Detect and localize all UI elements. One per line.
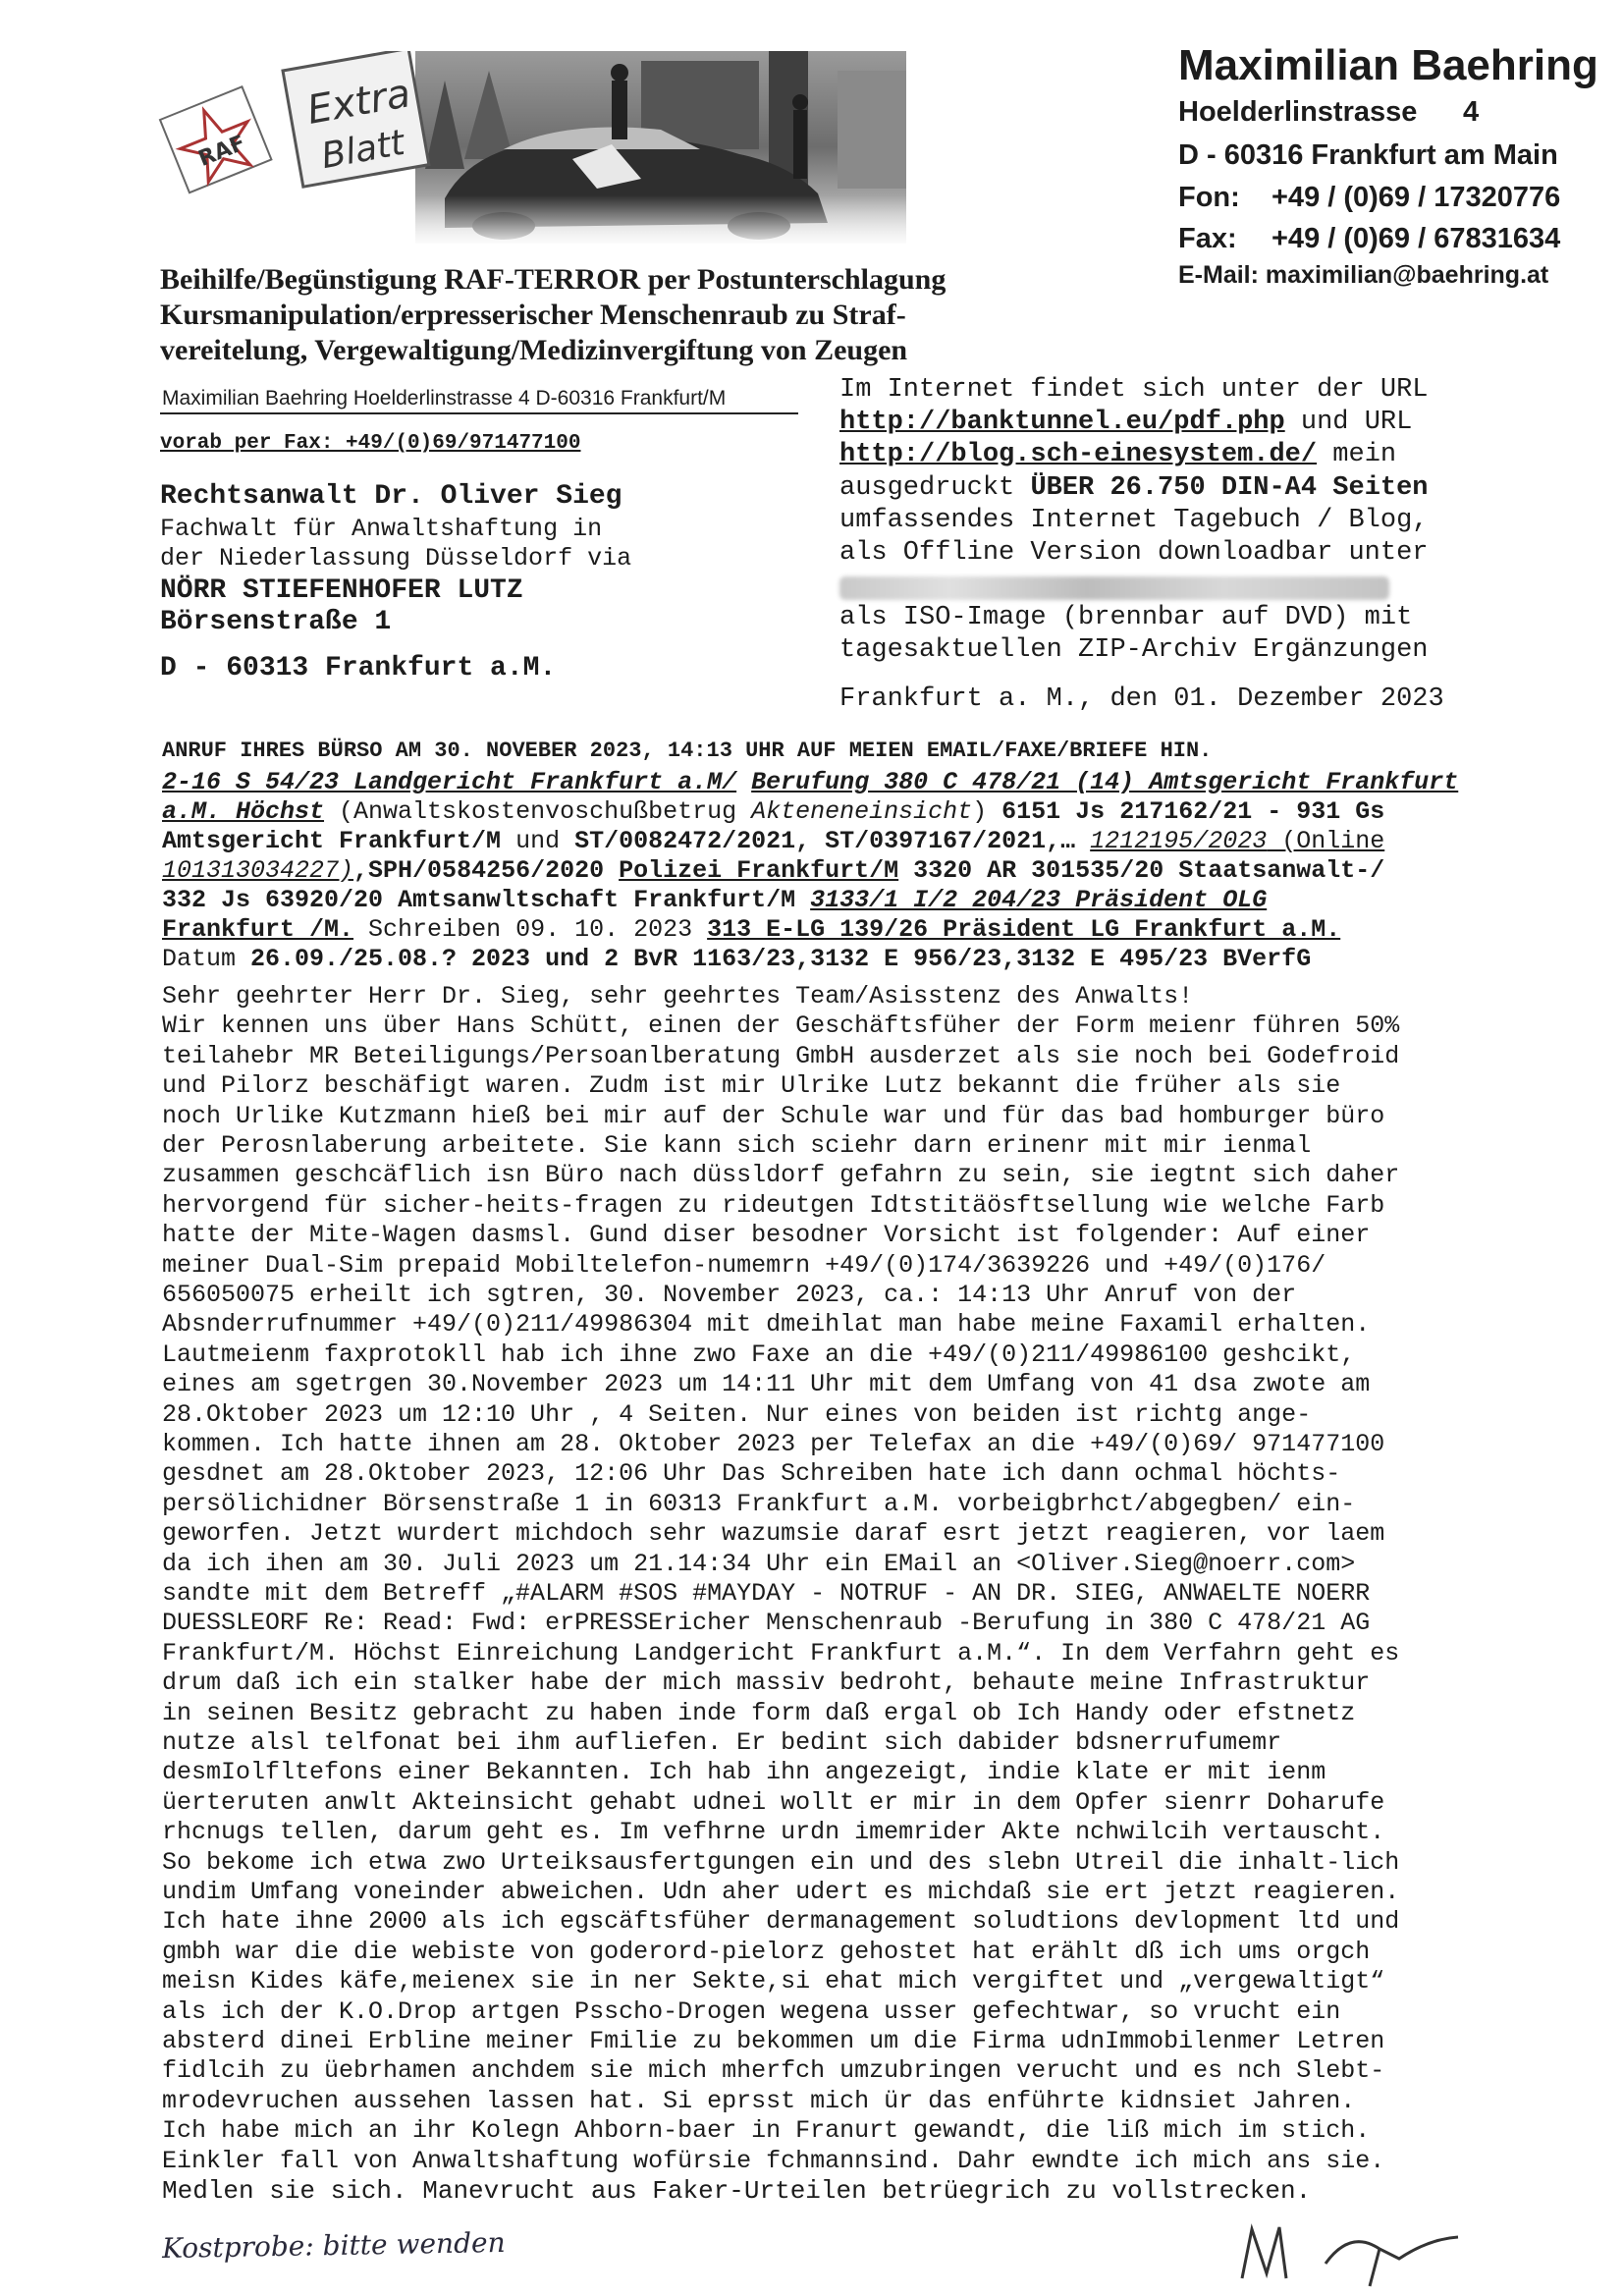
body-line: So bekome ich etwa zwo Urteiksausfertgungen ein und des slebn Utreil die inhalt-lich: [162, 1847, 1400, 1877]
ref-berufung: Berufung 380 C 478/21 (14) Amtsgericht Frankfurt: [751, 768, 1459, 796]
body-line: Absnderrufnummer +49/(0)211/49986304 mit dmeihlat man habe meine Faxamil erhalten.: [162, 1310, 1371, 1339]
body-line: DUESSLEORF Re: Read: Fwd: erPRESSEricher Menschenraub -Berufung in 380 C 478/21 AG: [162, 1609, 1371, 1638]
ref-line-4: [162, 827, 1384, 855]
return-address-rule: [160, 412, 798, 414]
internet-line-3-suffix: mein: [1317, 440, 1397, 469]
internet-line-4-prefix: ausgedruckt: [839, 473, 1031, 503]
ref-line-7: [162, 915, 1340, 944]
internet-line-1: Im Internet findet sich unter der URL: [839, 375, 1429, 405]
news-photo: [150, 51, 906, 244]
ref-akteneinsicht: Akteneneinsicht: [751, 797, 973, 826]
ref-line-5: [162, 856, 1384, 885]
ref-js: 6151 Js 217162/21 - 931 Gs: [1001, 797, 1385, 826]
fax-number: +49 / (0)69 / 67831634: [1271, 223, 1561, 254]
body-line: nutze alsl telfonat bei ihm aufliefen. Er bedint sich dabider bdsnerrufumemr: [162, 1728, 1282, 1757]
fon-label: Fon:: [1178, 182, 1240, 213]
body-line: Ich habe mich an ihr Kolegn Ahborn-baer in Franurt gewandt, die liß mich im stich.: [162, 2116, 1371, 2146]
internet-line-2-suffix: und URL: [1284, 408, 1413, 437]
body-line: teilahebr MR Beteiligungs/Persoanlberatung GmbH ausderzet als sie noch bei Godefroid: [162, 1041, 1400, 1070]
signature: [1232, 2210, 1468, 2288]
body-line: als ich der K.O.Drop artgen Psscho-Drogen wegena usser gefechtwar, so vrucht ein: [162, 1996, 1341, 2026]
redacted-url: [839, 576, 1389, 600]
recipient-firm: NÖRR STIEFENHOFER LUTZ: [160, 575, 523, 606]
ref-line-4-und: und: [501, 827, 575, 855]
ref-line-1: ANRUF IHRES BÜRSO AM 30. NOVEBER 2023, 14:13 UHR AUF MEIEN EMAIL/FAXE/BRIEFE HIN.: [162, 738, 1213, 763]
recipient-line-3: der Niederlassung Düsseldorf via: [160, 544, 632, 573]
internet-line-4: [839, 473, 1429, 503]
body-line: absterd dinei Erbline meiner Fmilie zu bekommen um die Firma udnImmobilenmer Letren: [162, 2027, 1385, 2055]
internet-line-2: [839, 408, 1412, 437]
sender-street-line: [1178, 96, 1480, 129]
ref-1212195: 1212195/2023: [1090, 827, 1268, 855]
ref-line-2: [162, 768, 1458, 796]
body-line: persölichidner Börsenstraße 1 in 60313 Frankfurt a.M. vorbeigbrhct/abgegben/ ein-: [162, 1489, 1356, 1518]
ref-ar: 3320 AR 301535/20 Staatsanwalt-/: [898, 856, 1385, 885]
ref-line-6: [162, 886, 1267, 914]
url-banktunnel[interactable]: http://banktunnel.eu/pdf.php: [839, 408, 1285, 437]
body-line: gmbh war die die webiste von goderord-pielorz gehostet hat erählt dß ich ums orgch: [162, 1937, 1371, 1966]
body-line: geworfen. Jetzt wurdert michdoch sehr wazumsie daraf esrt jetzt reagieren, vor laem: [162, 1519, 1385, 1549]
body-line: 28.Oktober 2023 um 12:10 Uhr , 4 Seiten. Nur eines von beiden ist richtg ange-: [162, 1399, 1312, 1429]
recipient-city: D - 60313 Frankfurt a.M.: [160, 653, 557, 683]
ref-line-2-gap: [736, 768, 751, 796]
body-line: hatte der Mite-Wagen dasmsl. Gund diser besodner Vorsicht ist folgender: Auf einer: [162, 1221, 1371, 1250]
ref-line-3-text: (Anwaltskostenvoschußbetrug: [324, 797, 752, 826]
internet-line-7: als ISO-Image (brennbar auf DVD) mit: [839, 603, 1413, 632]
body-line: drum daß ich ein stalker habe der mich massiv bedroht, behaute meine Infrastruktur: [162, 1668, 1371, 1698]
sender-fon-line: [1178, 182, 1561, 214]
ref-line-3-close: ): [972, 797, 1002, 826]
body-line: meisn Kides käfe,meienex sie in ner Sekte,si ehat mich vergiftet und „vergewaltigt“: [162, 1967, 1385, 1996]
ref-datum-value: 26.09./25.08.? 2023 und 2 BvR 1163/23,3132 E 956/23,3132 E 495/23 BVerfG: [250, 945, 1312, 973]
ref-line-8: [162, 945, 1311, 973]
body-line: Medlen sie sich. Manevrucht aus Faker-Urteilen betrüegrich zu vollstrecken.: [162, 2176, 1312, 2206]
internet-line-8: tagesaktuellen ZIP-Archiv Ergänzungen: [839, 635, 1429, 665]
internet-line-6: als Offline Version downloadbar unter: [839, 538, 1429, 568]
sender-name: Maximilian Baehring: [1178, 41, 1598, 89]
ref-online-number: 101313034227): [162, 856, 354, 885]
body-line: Einkler fall von Anwaltshaftung wofürsie fchmannsind. Dahr ewndte ich mich ans sie.: [162, 2146, 1385, 2175]
ref-praesident-lg: 313 E-LG 139/26 Präsident LG Frankfurt a.M.: [707, 915, 1341, 944]
body-line: eines am sgetrgen 30.November 2023 um 14:11 Uhr mit dem Umfang von 41 dsa zwote am: [162, 1370, 1371, 1399]
body-line: rhcnugs tellen, darum geht es. Im vefhrne urdn imemrider Akte nchwilcih vertauscht.: [162, 1818, 1385, 1847]
ref-line-5-gap: [604, 856, 619, 885]
title-line-3: vereitelung, Vergewaltigung/Medizinvergiftung von Zeugen: [160, 334, 908, 366]
url-blog[interactable]: http://blog.sch-einesystem.de/: [839, 440, 1318, 469]
body-line: fidlcih zu üebrhamen anchdem sie mich mherfch umzubringen verucht und es nch Slebt-: [162, 2056, 1385, 2086]
sender-street: Hoelderlinstrasse: [1178, 96, 1418, 128]
ref-datum-label: Datum: [162, 945, 251, 973]
body-line: und Pilorz beschäfigt waren. Zudm ist mir Ulrike Lutz bekannt die früher als sie: [162, 1071, 1341, 1101]
fon-number: +49 / (0)69 / 17320776: [1271, 182, 1561, 213]
internet-line-3: [839, 440, 1396, 469]
body-line: Ich hate ihne 2000 als ich egscäftsfüher dermanagement soludtions devlopment ltd und: [162, 1907, 1400, 1937]
title-line-1: Beihilfe/Begünstigung RAF-TERROR per Postunterschlagung: [160, 263, 947, 296]
body-line: mrodevruchen aussehen lassen hat. Si eprsst mich ür das enführte kidnsiet Jahren.: [162, 2086, 1356, 2115]
return-address: Maximilian Baehring Hoelderlinstrasse 4 D-60316 Frankfurt/M: [162, 387, 727, 410]
ref-amtsgericht: Amtsgericht Frankfurt/M: [162, 827, 502, 855]
fax-label: Fax:: [1178, 223, 1237, 254]
body-line: zusammen geschcäflich isn Büro nach düssldorf gefahrn zu sein, sie iegtnt sich daher: [162, 1161, 1400, 1190]
page-count: ÜBER 26.750 DIN-A4 Seiten: [1030, 473, 1429, 503]
sender-city: D - 60316 Frankfurt am Main: [1178, 139, 1558, 171]
sender-house-no: 4: [1463, 96, 1480, 128]
recipient-line-2: Fachwalt für Anwaltshaftung in: [160, 515, 603, 543]
body-line: noch Urlike Kutzmann hieß bei mir auf der Schule war und für das bad homburger büro: [162, 1101, 1385, 1130]
title-line-2: Kursmanipulation/erpresserischer Menschenraub zu Straf-: [160, 299, 906, 331]
body-line: Sehr geehrter Herr Dr. Sieg, sehr geehrtes Team/Asisstenz des Anwalts!: [162, 982, 1194, 1011]
body-line: gesdnet am 28.Oktober 2023, 12:06 Uhr Das Schreiben hate ich dann ochmal höchts-: [162, 1459, 1341, 1489]
ref-olg: 3133/1 I/2 204/23 Präsident OLG: [810, 886, 1268, 914]
ref-online: (Online: [1267, 827, 1385, 855]
ref-amtsanwaltschaft: 332 Js 63920/20 Amtsanwltschaft Frankfurt/M: [162, 886, 796, 914]
body-line: sandte mit dem Betreff „#ALARM #SOS #MAYDAY - NOTRUF - AN DR. SIEG, ANWAELTE NOERR: [162, 1579, 1371, 1608]
sender-fax-line: [1178, 223, 1561, 255]
ref-line-6-gap: [795, 886, 810, 914]
sender-email-line: [1178, 261, 1548, 290]
body-line: der Perosnlaberung arbeitete. Sie kann sich sciehr darn erinenr mit mir ienmal: [162, 1131, 1312, 1160]
ref-hoechst: a.M. Höchst: [162, 797, 325, 826]
fax-ahead: vorab per Fax: +49/(0)69/971477100: [160, 432, 581, 455]
body-line: Wir kennen uns über Hans Schütt, einen der Geschäftsfüher der Form meienr führen 50%: [162, 1011, 1400, 1041]
body-line: desmIolfltefons einer Bekannten. Ich hab ihn angezeigt, indie klate er mit ienm: [162, 1758, 1326, 1787]
body-line: Frankfurt/M. Höchst Einreichung Landgericht Frankfurt a.M.“. In dem Verfahrn geht es: [162, 1638, 1400, 1667]
body-line: in seinen Besitz gebracht zu haben inde form daß ergal ob Ich Handy oder efstnetz: [162, 1698, 1356, 1727]
ref-sph: ,SPH/0584256/2020: [353, 856, 605, 885]
body-line: hervorgend für sicher-heits-fragen zu rideutgen Idtstitäösftsellung wie welche Farb: [162, 1190, 1385, 1220]
ref-polizei: Polizei Frankfurt/M: [619, 856, 899, 885]
handwritten-note: Kostprobe: bitte wenden: [161, 2225, 506, 2266]
body-line: 656050075 erheilt ich sgtren, 30. November 2023, ca.: 14:13 Uhr Anruf von der: [162, 1281, 1297, 1309]
ref-st-numbers: ST/0082472/2021, ST/0397167/2021,…: [574, 827, 1091, 855]
body-line: üerteruten anwlt Akteinsicht gehabt udnei wollt er mir in dem Opfer sienrr Doharufe: [162, 1787, 1385, 1817]
body-line: da ich ihen am 30. Juli 2023 um 21.14:34 Uhr ein EMail an <Oliver.Sieg@noerr.com>: [162, 1549, 1356, 1578]
body-line: Lautmeienm faxprotokll hab ich ihne zwo Faxe an die +49/(0)211/49986100 geshcikt,: [162, 1339, 1356, 1369]
body-line: undim Umfang voneinder abweichen. Udn aher udert es michdaß sie ert jetzt reagieren.: [162, 1878, 1400, 1906]
ref-landgericht: 2-16 S 54/23 Landgericht Frankfurt a.M/: [162, 768, 737, 796]
email-label: E-Mail:: [1178, 261, 1259, 289]
internet-line-5: umfassendes Internet Tagebuch / Blog,: [839, 506, 1429, 535]
email-address: maximilian@baehring.at: [1265, 261, 1549, 289]
ref-schreiben: Schreiben 09. 10. 2023: [353, 915, 708, 944]
ref-line-3: [162, 797, 1384, 826]
recipient-street: Börsenstraße 1: [160, 607, 392, 637]
ref-frankfurt: Frankfurt /M.: [162, 915, 354, 944]
recipient-name: Rechtsanwalt Dr. Oliver Sieg: [160, 481, 622, 512]
body-line: meiner Dual-Sim prepaid Mobiltelefon-numemrn +49/(0)174/3639226 und +49/(0)176/: [162, 1250, 1326, 1280]
letter-date: Frankfurt a. M., den 01. Dezember 2023: [839, 684, 1444, 714]
body-line: kommen. Ich hatte ihnen am 28. Oktober 2023 per Telefax an die +49/(0)69/ 971477100: [162, 1430, 1385, 1458]
